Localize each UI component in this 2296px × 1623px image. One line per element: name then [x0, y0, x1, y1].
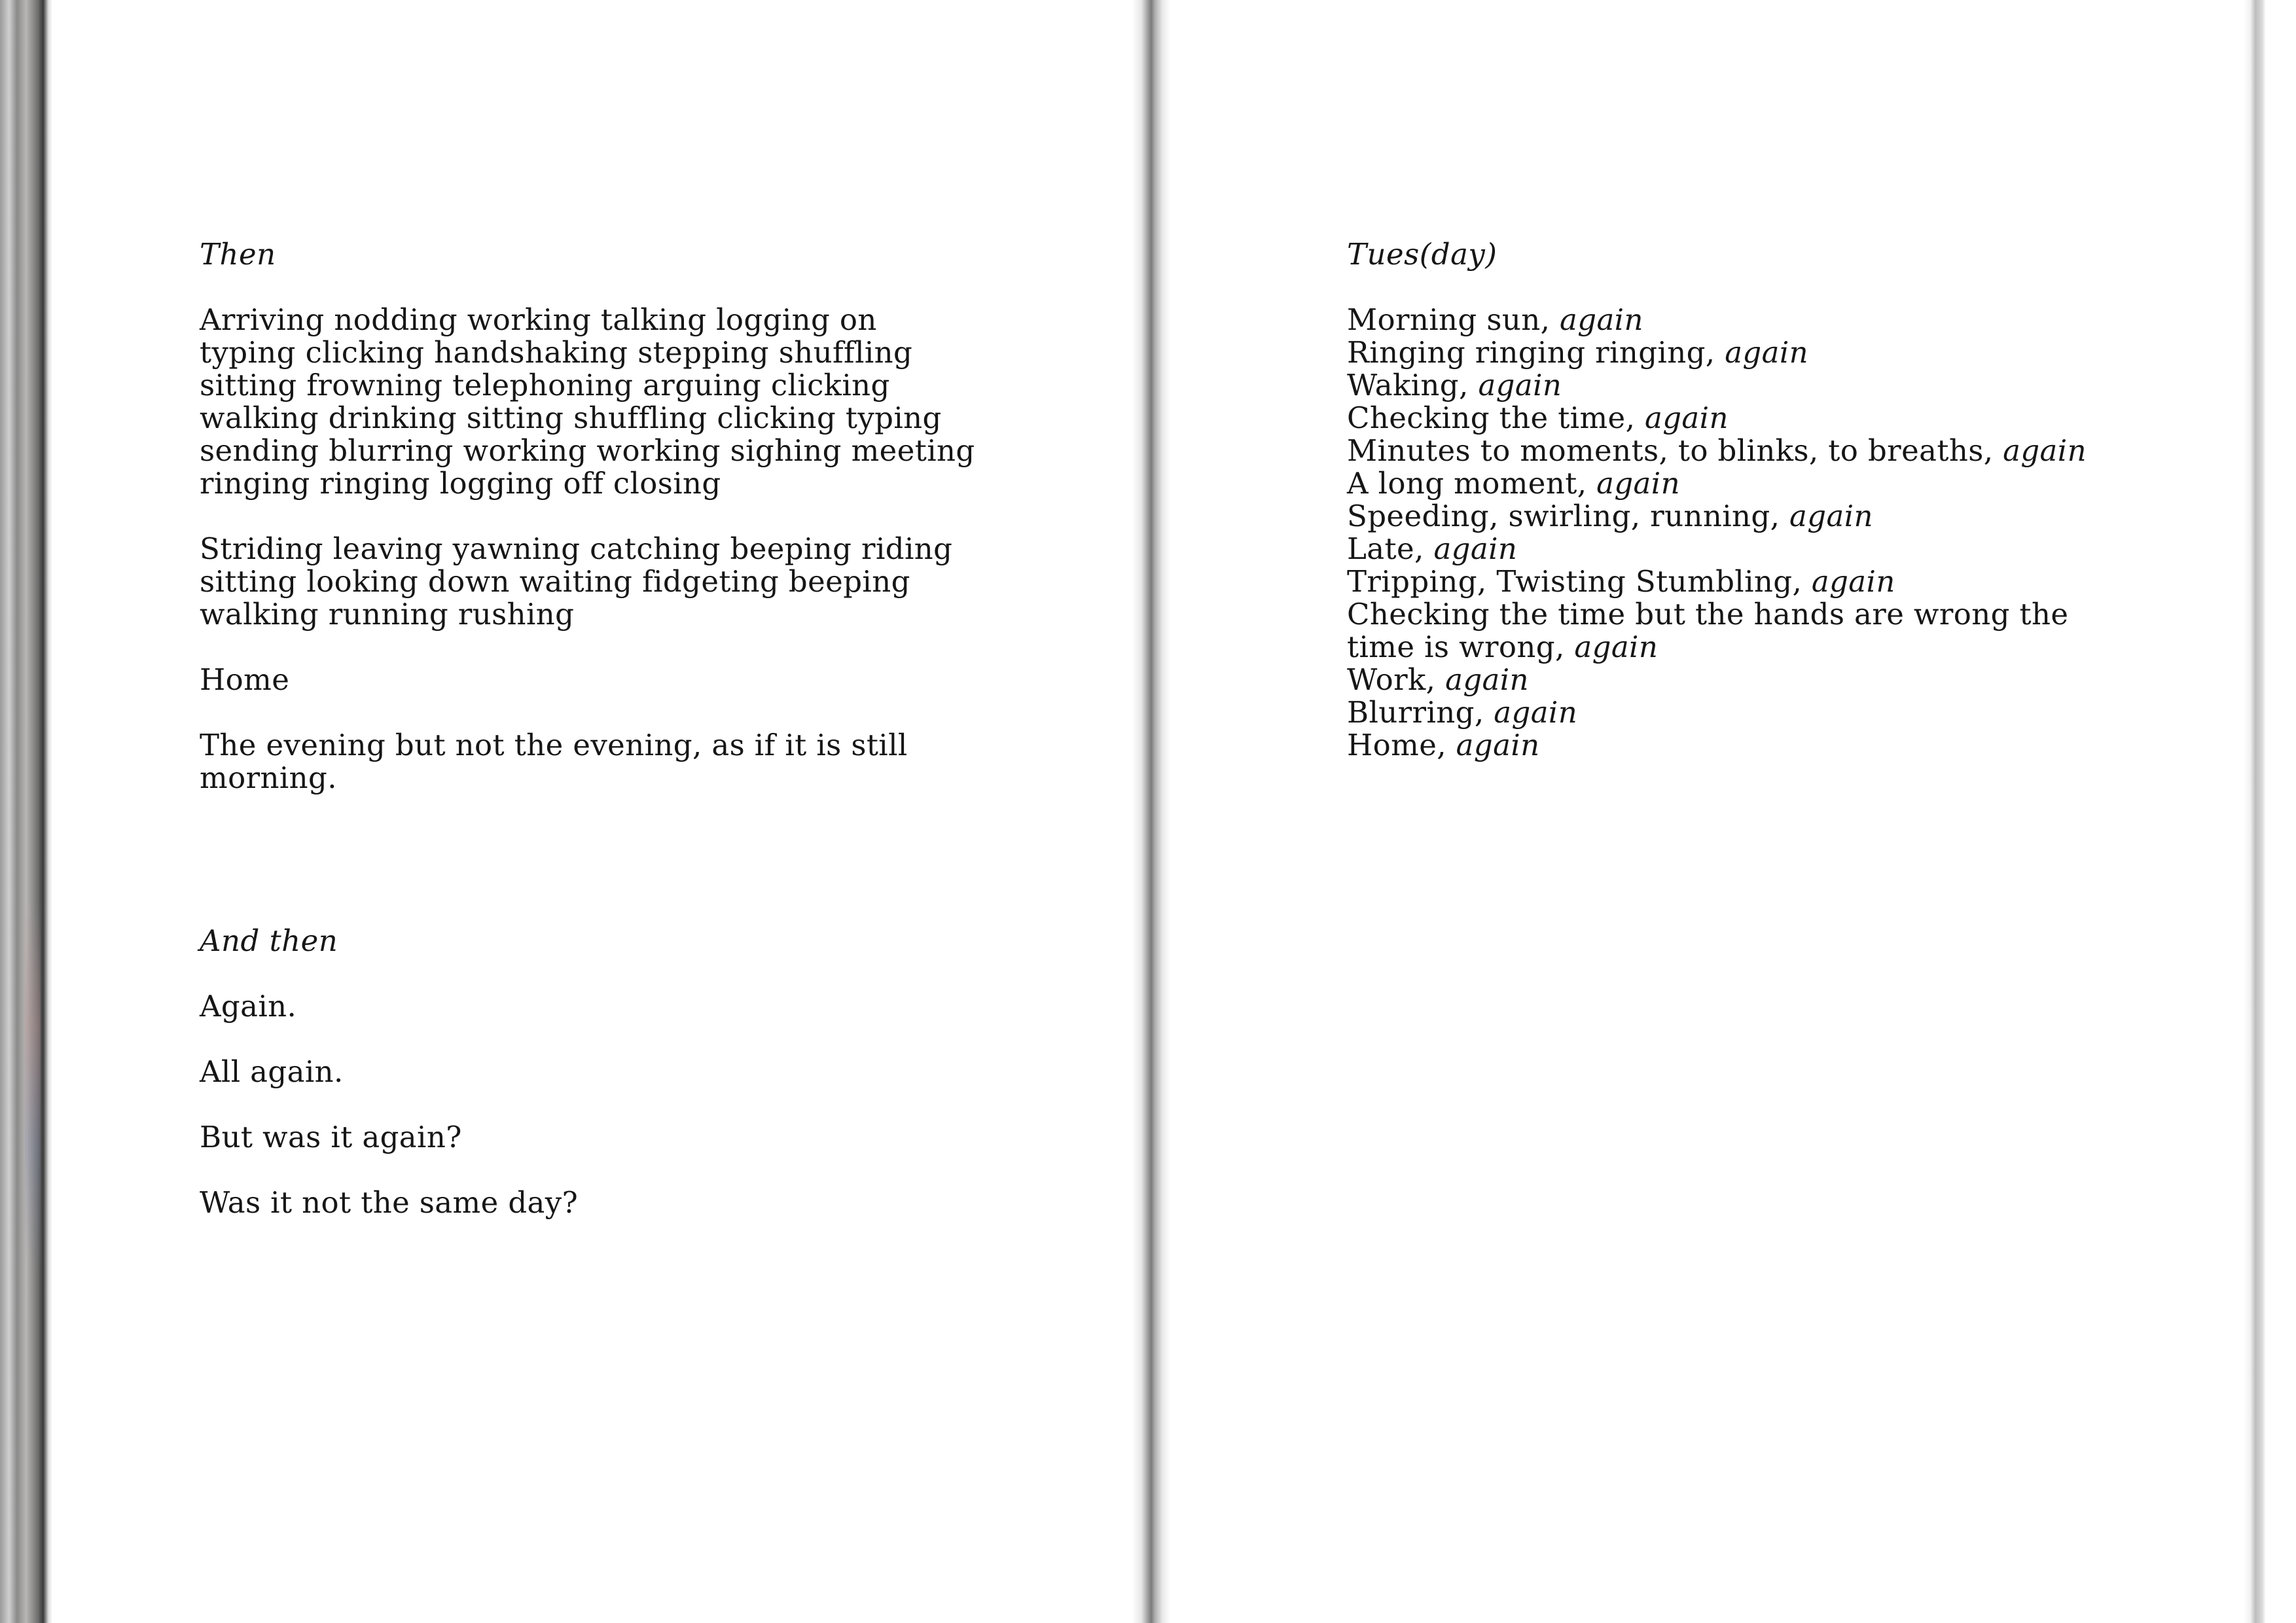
stanza-3 — [200, 664, 1090, 696]
poem-line: Ringing ringing ringing, again — [1347, 335, 1809, 370]
poem-line: Home — [200, 662, 290, 697]
poem-line: walking drinking sitting shuffling clicking typing — [200, 401, 942, 435]
poem-line: Work, again — [1347, 662, 1529, 697]
poem-line: All again. — [200, 1054, 344, 1089]
poem-line: typing clicking handshaking stepping shuffling — [200, 335, 913, 370]
book-gutter — [1132, 0, 1170, 1623]
book-right-edge — [2244, 0, 2296, 1623]
poem-tuesday — [1347, 238, 2198, 762]
poem-line: Arriving nodding working talking logging on — [200, 302, 877, 337]
right-page — [1347, 0, 2198, 1623]
poem-and-then — [200, 925, 1090, 1219]
poem-title-then: Then — [200, 237, 276, 272]
poem-line: ringing ringing logging off closing — [200, 466, 721, 501]
poem-then — [200, 238, 1090, 794]
poem-line: Was it not the same day? — [200, 1185, 579, 1220]
poem-line: time is wrong, again — [1347, 630, 1659, 664]
poem-line: walking running rushing — [200, 597, 575, 632]
poem-line: Waking, again — [1347, 368, 1562, 402]
poem-line: sending blurring working working sighing meeting — [200, 433, 975, 468]
stanza-4 — [200, 729, 1090, 794]
poem-line: Again. — [200, 989, 297, 1024]
stanza-1 — [200, 304, 1090, 500]
poem-line: Morning sun, again — [1347, 302, 1643, 337]
poem-line: Home, again — [1347, 728, 1540, 762]
poem-line: Checking the time but the hands are wrong the — [1347, 597, 2069, 632]
poem-line: sitting looking down waiting fidgeting beeping — [200, 564, 910, 599]
poem-line: A long moment, again — [1347, 466, 1680, 501]
book-edge-tint — [25, 903, 41, 1270]
poem-line: Striding leaving yawning catching beeping riding — [200, 531, 953, 566]
poem-line: Minutes to moments, to blinks, to breaths, again — [1347, 433, 2087, 468]
poem-title-and-then: And then — [200, 923, 338, 958]
poem-line: Speeding, swirling, running, again — [1347, 499, 1873, 533]
poem-line: The evening but not the evening, as if it is still — [200, 728, 908, 762]
left-page — [200, 0, 1090, 1623]
stanza-2 — [200, 533, 1090, 631]
poem-title-tuesday: Tues(day) — [1347, 237, 1498, 272]
poem-line: Tripping, Twisting Stumbling, again — [1347, 564, 1895, 599]
poem-line: Blurring, again — [1347, 695, 1578, 730]
poem-line: morning. — [200, 760, 337, 795]
stanza-tuesday — [1347, 304, 2198, 762]
book-left-edge — [0, 0, 52, 1623]
poem-line: sitting frowning telephoning arguing clicking — [200, 368, 890, 402]
poem-line: But was it again? — [200, 1120, 462, 1154]
poem-line: Late, again — [1347, 531, 1518, 566]
poem-line: Checking the time, again — [1347, 401, 1729, 435]
